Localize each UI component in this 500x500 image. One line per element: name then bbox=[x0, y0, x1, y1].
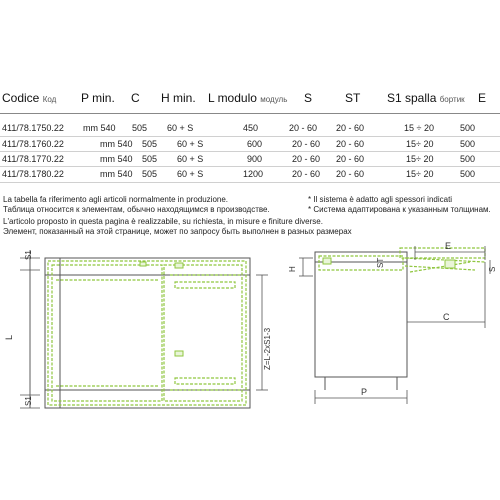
cell-l: 450 bbox=[243, 123, 259, 133]
cell-h: 60 + S bbox=[177, 154, 204, 164]
cell-st: 20 - 60 bbox=[336, 169, 365, 179]
note-custom-ru: Элемент, показанный на этой странице, может по запросу быть выполнен в разных размерах bbox=[3, 227, 352, 236]
dim-s1-top: S1 bbox=[24, 250, 33, 260]
cell-s1: 15÷ 20 bbox=[406, 154, 434, 164]
row-divider bbox=[0, 166, 500, 167]
note-production-ru: Таблица относится к элементам, обычно находящимся в производстве. bbox=[3, 205, 270, 214]
cell-l: 1200 bbox=[243, 169, 264, 179]
cell-p: mm 540 bbox=[100, 154, 133, 164]
dim-h: H bbox=[288, 266, 297, 272]
cell-s1: 15÷ 20 bbox=[406, 169, 434, 179]
note-thickness-ru: * Система адаптирована к указанным толщинам. bbox=[308, 205, 491, 214]
cell-p: mm 540 bbox=[100, 139, 133, 149]
row-divider bbox=[0, 151, 500, 152]
cell-p: mm 540 bbox=[83, 123, 116, 133]
sliding-frame bbox=[48, 261, 246, 405]
cell-code: 411/78.1780.22 bbox=[2, 169, 64, 179]
cell-h: 60 + S bbox=[167, 123, 194, 133]
header-s: S bbox=[304, 91, 313, 105]
cell-s: 20 - 60 bbox=[292, 154, 321, 164]
dim-p: P bbox=[361, 387, 368, 397]
header-h-min: H min. bbox=[161, 91, 196, 105]
cell-c: 505 bbox=[142, 169, 158, 179]
cell-e: 500 bbox=[460, 154, 476, 164]
cell-st: 20 - 60 bbox=[336, 139, 365, 149]
dim-c: C bbox=[443, 312, 450, 322]
dim-l: L bbox=[4, 334, 14, 340]
cell-code: 411/78.1770.22 bbox=[2, 154, 64, 164]
dim-z: Z=L-2xS1-3 bbox=[263, 327, 272, 370]
header-divider bbox=[0, 113, 500, 114]
note-custom-it: L'articolo proposto in questa pagina è realizzabile, su richiesta, in misure e finiture diverse. bbox=[3, 217, 323, 226]
cell-c: 505 bbox=[142, 139, 158, 149]
row-divider bbox=[0, 182, 500, 183]
cell-code: 411/78.1760.22 bbox=[2, 139, 64, 149]
cell-code: 411/78.1750.22 bbox=[2, 123, 64, 133]
row-divider bbox=[0, 136, 500, 137]
cell-l: 600 bbox=[247, 139, 263, 149]
side-cabinet-outline bbox=[315, 252, 407, 377]
header-l-modulo: L modulo модуль bbox=[208, 91, 288, 105]
header-e: E bbox=[478, 91, 487, 105]
dim-e: E bbox=[445, 241, 452, 251]
cell-e: 500 bbox=[460, 139, 476, 149]
cell-st: 20 - 60 bbox=[336, 154, 365, 164]
note-thickness-it: * Il sistema è adatto agli spessori indicati bbox=[308, 195, 453, 204]
cell-l: 900 bbox=[247, 154, 263, 164]
cell-p: mm 540 bbox=[100, 169, 133, 179]
cell-s: 20 - 60 bbox=[292, 139, 321, 149]
cell-s: 20 - 60 bbox=[292, 169, 321, 179]
cell-e: 500 bbox=[460, 123, 476, 133]
cell-s: 20 - 60 bbox=[289, 123, 318, 133]
cell-h: 60 + S bbox=[177, 139, 204, 149]
cell-c: 505 bbox=[132, 123, 148, 133]
header-st: ST bbox=[345, 91, 361, 105]
header-p-min: P min. bbox=[81, 91, 115, 105]
cell-e: 500 bbox=[460, 169, 476, 179]
dim-s1-bottom: S1 bbox=[24, 396, 33, 406]
cell-s1: 15÷ 20 bbox=[406, 139, 434, 149]
dim-s: S bbox=[488, 266, 497, 272]
header-c: C bbox=[131, 91, 140, 105]
header-s1-spalla: S1 spalla бортик bbox=[387, 91, 465, 105]
side-view-drawing bbox=[285, 240, 500, 410]
cell-c: 505 bbox=[142, 154, 158, 164]
cell-s1: 15 ÷ 20 bbox=[404, 123, 434, 133]
cell-h: 60 + S bbox=[177, 169, 204, 179]
header-codice: Codice Код bbox=[2, 91, 57, 105]
dim-st: ST bbox=[376, 257, 385, 268]
front-view-drawing bbox=[0, 240, 280, 410]
cell-st: 20 - 60 bbox=[336, 123, 365, 133]
note-production-it: La tabella fa riferimento agli articoli normalmente in produzione. bbox=[3, 195, 229, 204]
